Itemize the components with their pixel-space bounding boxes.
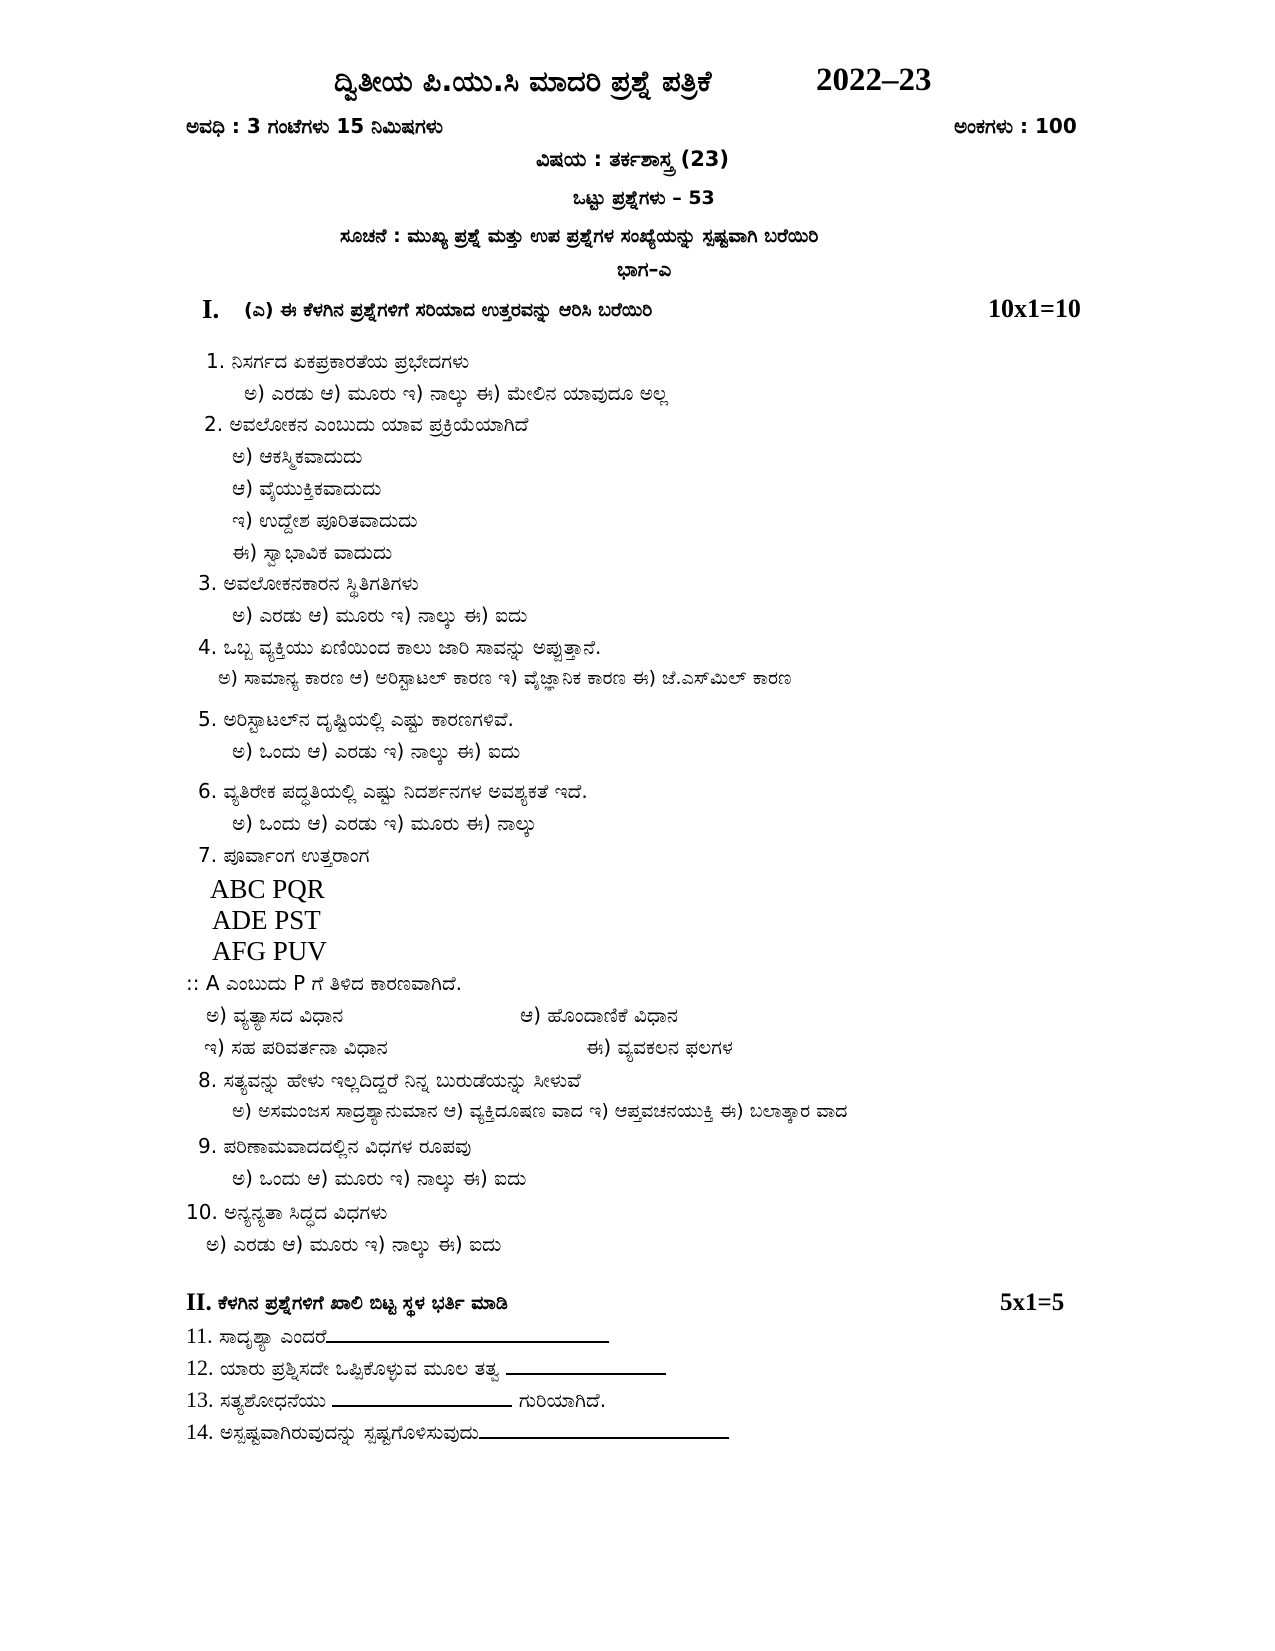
question-8: 8. ಸತ್ಯವನ್ನು ಹೇಳು ಇಲ್ಲದಿದ್ದರೆ ನಿನ್ನ ಬುರುಡೆಯನ್ನು ಸೀಳುವೆ xyxy=(198,1068,581,1092)
question-7: 7. ಪೂರ್ವಾಂಗ ಉತ್ತರಾಂಗ xyxy=(198,843,370,867)
answer-blank xyxy=(506,1372,666,1375)
question-9-options: ಅ) ಒಂದು ಆ) ಮೂರು ಇ) ನಾಲ್ಕು ಈ) ಐದು xyxy=(232,1166,527,1190)
question-6: 6. ವ್ಯತಿರೇಕ ಪದ್ಧತಿಯಲ್ಲಿ ಎಷ್ಟು ನಿದರ್ಶನಗಳ ಅವಶ್ಯಕತೆ ಇದೆ. xyxy=(198,779,588,803)
section-2-marks: 5x1=5 xyxy=(1000,1289,1065,1316)
question-8-options: ಅ) ಅಸಮಂಜಸ ಸಾದ್ರಶ್ಯಾನುಮಾನ ಆ) ವ್ಯಕ್ತಿದೂಷಣ ವಾದ ಇ) ಆಪ್ತವಚನಯುಕ್ತಿ ಈ) ಬಲಾತ್ಕಾರ ವಾದ xyxy=(232,1100,848,1122)
exam-duration: ಅವಧಿ : 3 ಗಂಟೆಗಳು 15 ನಿಮಿಷಗಳು xyxy=(186,114,444,138)
question-4: 4. ಒಬ್ಬ ವ್ಯಕ್ತಿಯು ಏಣಿಯಿಂದ ಕಾಲು ಜಾರಿ ಸಾವನ್ನು ಅಪ್ಪುತ್ತಾನೆ. xyxy=(198,635,602,659)
question-2-option-a: ಅ) ಆಕಸ್ಮಿಕವಾದುದು xyxy=(232,444,363,468)
question-7-option-d: ಈ) ವ್ಯವಕಲನ ಫಲಗಳ xyxy=(586,1035,733,1059)
section-2-heading: ಕೆಳಗಿನ ಪ್ರಶ್ನೆಗಳಿಗೆ ಖಾಲಿ ಬಿಟ್ಟ ಸ್ಥಳ ಭರ್ತಿ ಮಾಡಿ xyxy=(218,1292,508,1314)
total-questions: ಒಟ್ಟು ಪ್ರಶ್ನೆಗಳು – 53 xyxy=(573,187,715,209)
question-number: 11. xyxy=(186,1323,213,1348)
instruction-line: ಸೂಚನೆ : ಮುಖ್ಯ ಪ್ರಶ್ನೆ ಮತ್ತು ಉಪ ಪ್ರಶ್ನೆಗಳ ಸಂಖ್ಯೆಯನ್ನು ಸ್ಪಷ್ಟವಾಗಿ ಬರೆಯಿರಿ xyxy=(340,225,819,247)
question-13 xyxy=(186,1387,606,1413)
question-3: 3. ಅವಲೋಕನಕಾರನ ಸ್ಥಿತಿಗತಿಗಳು xyxy=(198,571,419,595)
answer-blank xyxy=(332,1404,512,1407)
question-11 xyxy=(186,1323,609,1349)
question-2-option-b: ಆ) ವೈಯುಕ್ತಿಕವಾದುದು xyxy=(232,476,382,500)
part-label: ಭಾಗ–ಎ xyxy=(617,257,672,281)
question-5-options: ಅ) ಒಂದು ಆ) ಎರಡು ಇ) ನಾಲ್ಕು ಈ) ಐದು xyxy=(232,739,521,763)
question-7-row: ADE PST xyxy=(212,905,321,935)
question-2-option-d: ಈ) ಸ್ವಾಭಾವಿಕ ವಾದುದು xyxy=(232,540,393,564)
question-13-text-before: ಸತ್ಯಶೋಧನೆಯು xyxy=(219,1388,327,1412)
question-7-option-c: ಇ) ಸಹ ಪರಿವರ್ತನಾ ವಿಧಾನ xyxy=(204,1035,388,1059)
question-12 xyxy=(186,1355,666,1381)
paper-year: 2022–23 xyxy=(816,62,932,98)
question-number: 14. xyxy=(186,1419,214,1444)
question-14-text: ಅಸ್ಪಷ್ಟವಾಗಿರುವುದನ್ನು ಸ್ಪಷ್ಟಗೊಳಿಸುವುದು xyxy=(219,1420,479,1444)
question-11-text: ಸಾದೃಶ್ಯಾ ಎಂದರೆ xyxy=(219,1324,327,1348)
answer-blank xyxy=(479,1436,729,1439)
subject-line: ವಿಷಯ : ತರ್ಕಶಾಸ್ತ್ರ (23) xyxy=(536,147,730,171)
section-1-heading: (ಎ) ಈ ಕೆಳಗಿನ ಪ್ರಶ್ನೆಗಳಿಗೆ ಸರಿಯಾದ ಉತ್ತರವನ್ನು ಆರಿಸಿ ಬರೆಯಿರಿ xyxy=(244,299,653,321)
section-2-numeral: II. xyxy=(186,1289,212,1316)
exam-marks: ಅಂಕಗಳು : 100 xyxy=(954,114,1077,138)
question-4-options: ಅ) ಸಾಮಾನ್ಯ ಕಾರಣ ಆ) ಅರಿಸ್ಟಾಟಲ್ ಕಾರಣ ಇ) ವೈಜ್ಞಾನಿಕ ಕಾರಣ ಈ) ಜೆ.ಎಸ್‌ಮಿಲ್ ಕಾರಣ xyxy=(218,667,792,689)
question-13-text-after: ಗುರಿಯಾಗಿದೆ. xyxy=(518,1388,607,1412)
question-2: 2. ಅವಲೋಕನ ಎಂಬುದು ಯಾವ ಪ್ರಕ್ರಿಯೆಯಾಗಿದೆ xyxy=(204,412,529,436)
question-9: 9. ಪರಿಣಾಮವಾದದಲ್ಲಿನ ವಿಧಗಳ ರೂಪವು xyxy=(198,1134,472,1158)
question-5: 5. ಅರಿಸ್ಟಾಟಲ್‌ನ ದೃಷ್ಟಿಯಲ್ಲಿ ಎಷ್ಟು ಕಾರಣಗಳಿವೆ. xyxy=(198,707,514,731)
question-6-options: ಅ) ಒಂದು ಆ) ಎರಡು ಇ) ಮೂರು ಈ) ನಾಲ್ಕು xyxy=(232,811,537,835)
question-14 xyxy=(186,1419,729,1445)
question-number: 12. xyxy=(186,1355,214,1380)
question-7-conclusion: :: A ಎಂಬುದು P ಗೆ ತಿಳಿದ ಕಾರಣವಾಗಿದೆ. xyxy=(186,971,463,995)
question-10: 10. ಅನ್ಯನ್ಯತಾ ಸಿದ್ಧದ ವಿಧಗಳು xyxy=(186,1200,388,1224)
question-1: 1. ನಿಸರ್ಗದ ಏಕಪ್ರಕಾರತೆಯ ಪ್ರಭೇದಗಳು xyxy=(206,349,470,373)
question-7-option-b: ಆ) ಹೊಂದಾಣಿಕೆ ವಿಧಾನ xyxy=(520,1003,678,1027)
question-10-options: ಅ) ಎರಡು ಆ) ಮೂರು ಇ) ನಾಲ್ಕು ಈ) ಐದು xyxy=(206,1232,502,1256)
section-1-marks: 10x1=10 xyxy=(988,294,1081,323)
section-1-numeral: I. xyxy=(202,294,220,324)
paper-title: ದ್ವಿತೀಯ ಪಿ.ಯು.ಸಿ ಮಾದರಿ ಪ್ರಶ್ನೆ ಪತ್ರಿಕೆ xyxy=(334,64,712,98)
question-3-options: ಅ) ಎರಡು ಆ) ಮೂರು ಇ) ನಾಲ್ಕು ಈ) ಐದು xyxy=(232,603,528,627)
question-7-option-a: ಅ) ವ್ಯತ್ಯಾಸದ ವಿಧಾನ xyxy=(206,1003,344,1027)
question-7-row: AFG PUV xyxy=(212,936,327,966)
question-12-text: ಯಾರು ಪ್ರಶ್ನಿಸದೇ ಒಪ್ಪಿಕೊಳ್ಳುವ ಮೂಲ ತತ್ವ xyxy=(219,1356,500,1380)
question-number: 13. xyxy=(186,1387,214,1412)
question-7-row: ABC PQR xyxy=(210,874,325,904)
answer-blank xyxy=(326,1340,609,1343)
question-1-options: ಅ) ಎರಡು ಆ) ಮೂರು ಇ) ನಾಲ್ಕು ಈ) ಮೇಲಿನ ಯಾವುದೂ ಅಲ್ಲ xyxy=(244,381,669,405)
question-2-option-c: ಇ) ಉದ್ದೇಶ ಪೂರಿತವಾದುದು xyxy=(232,508,418,532)
